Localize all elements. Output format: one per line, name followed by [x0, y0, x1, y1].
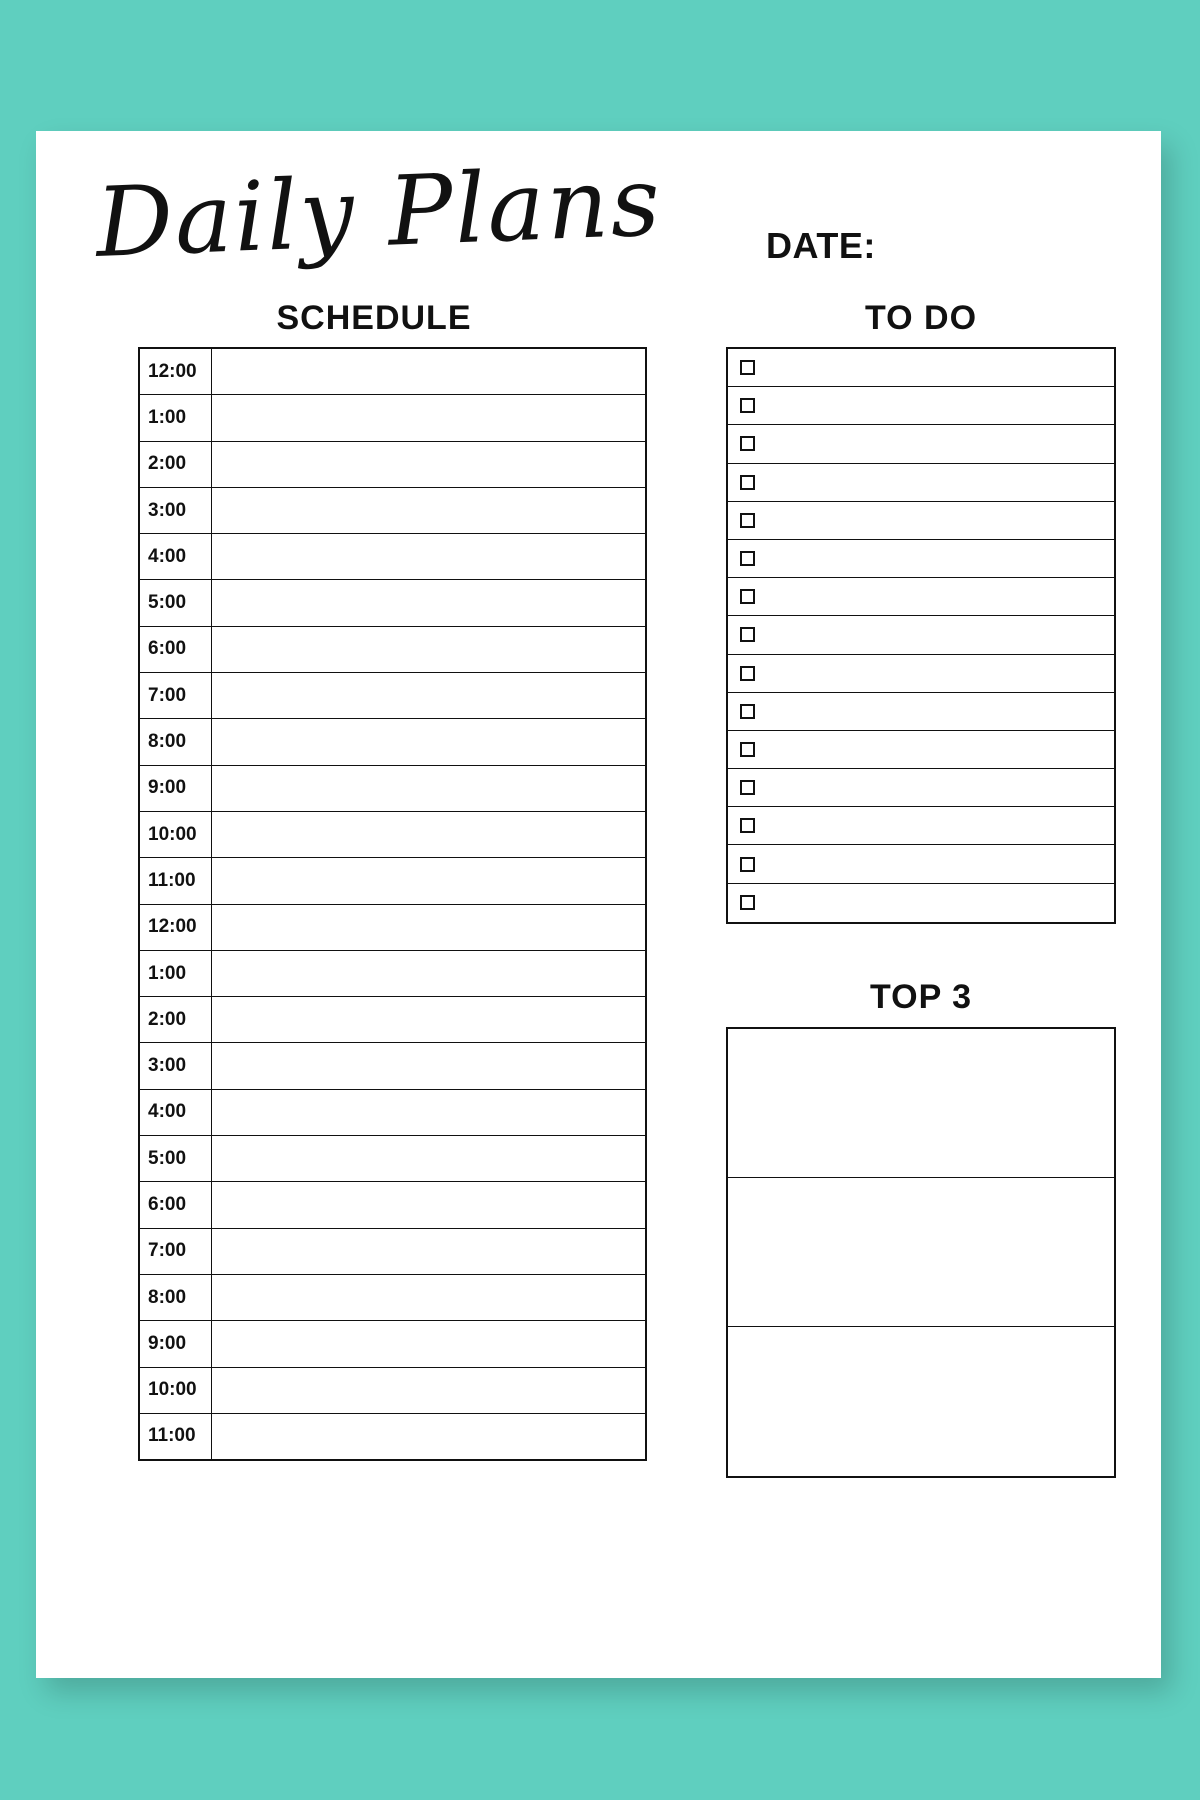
- checkbox-icon[interactable]: [740, 551, 755, 566]
- schedule-hour-label: 1:00: [139, 950, 212, 996]
- schedule-row: [139, 395, 646, 441]
- schedule-hour-label: 4:00: [139, 1089, 212, 1135]
- schedule-hour-label: 5:00: [139, 580, 212, 626]
- todo-item[interactable]: [728, 616, 1114, 654]
- schedule-row: [139, 1043, 646, 1089]
- checkbox-icon[interactable]: [740, 666, 755, 681]
- schedule-row: [139, 1228, 646, 1274]
- todo-heading: TO DO: [864, 299, 978, 337]
- checkbox-icon[interactable]: [740, 818, 755, 833]
- todo-item[interactable]: [728, 807, 1114, 845]
- schedule-hour-label: 12:00: [139, 904, 212, 950]
- schedule-hour-label: 3:00: [139, 1043, 212, 1089]
- date-label: DATE:: [766, 225, 876, 266]
- todo-item[interactable]: [728, 578, 1114, 616]
- planner-sheet: [36, 131, 1161, 1678]
- schedule-row: [139, 1136, 646, 1182]
- checkbox-icon[interactable]: [740, 780, 755, 795]
- schedule-hour-label: 6:00: [139, 1182, 212, 1228]
- schedule-row: [139, 673, 646, 719]
- schedule-entry-field[interactable]: [212, 673, 647, 719]
- todo-item[interactable]: [728, 693, 1114, 731]
- todo-item[interactable]: [728, 731, 1114, 769]
- schedule-row: [139, 580, 646, 626]
- schedule-hour-label: 10:00: [139, 1367, 212, 1413]
- schedule-entry-field[interactable]: [212, 719, 647, 765]
- schedule-hour-label: 5:00: [139, 1136, 212, 1182]
- page-title: Daily Plans: [93, 145, 664, 279]
- schedule-entry-field[interactable]: [212, 997, 647, 1043]
- top3-list: [726, 1027, 1116, 1478]
- schedule-entry-field[interactable]: [212, 765, 647, 811]
- schedule-entry-field[interactable]: [212, 1321, 647, 1367]
- checkbox-icon[interactable]: [740, 475, 755, 490]
- top3-item-field[interactable]: [728, 1327, 1114, 1476]
- todo-item[interactable]: [728, 884, 1114, 922]
- schedule-entry-field[interactable]: [212, 348, 647, 395]
- schedule-row: [139, 1182, 646, 1228]
- schedule-hour-label: 12:00: [139, 348, 212, 395]
- checkbox-icon[interactable]: [740, 589, 755, 604]
- schedule-hour-label: 1:00: [139, 395, 212, 441]
- schedule-hour-label: 2:00: [139, 997, 212, 1043]
- checkbox-icon[interactable]: [740, 704, 755, 719]
- schedule-row: [139, 1367, 646, 1413]
- schedule-row: [139, 904, 646, 950]
- schedule-entry-field[interactable]: [212, 1413, 647, 1460]
- schedule-entry-field[interactable]: [212, 1274, 647, 1320]
- schedule-entry-field[interactable]: [212, 950, 647, 996]
- schedule-row: [139, 950, 646, 996]
- top3-item-field[interactable]: [728, 1178, 1114, 1327]
- schedule-entry-field[interactable]: [212, 1043, 647, 1089]
- schedule-row: [139, 1089, 646, 1135]
- schedule-hour-label: 9:00: [139, 1321, 212, 1367]
- schedule-entry-field[interactable]: [212, 1228, 647, 1274]
- checkbox-icon[interactable]: [740, 627, 755, 642]
- schedule-row: [139, 534, 646, 580]
- top3-heading: TOP 3: [869, 978, 973, 1016]
- checkbox-icon[interactable]: [740, 895, 755, 910]
- checkbox-icon[interactable]: [740, 436, 755, 451]
- schedule-heading: SCHEDULE: [276, 299, 472, 337]
- schedule-entry-field[interactable]: [212, 626, 647, 672]
- top3-item-field[interactable]: [728, 1029, 1114, 1178]
- schedule-row: [139, 997, 646, 1043]
- checkbox-icon[interactable]: [740, 513, 755, 528]
- schedule-row: [139, 765, 646, 811]
- schedule-row: [139, 811, 646, 857]
- schedule-entry-field[interactable]: [212, 1136, 647, 1182]
- schedule-entry-field[interactable]: [212, 534, 647, 580]
- schedule-row: [139, 1413, 646, 1460]
- schedule-hour-label: 11:00: [139, 1413, 212, 1460]
- schedule-row: [139, 1321, 646, 1367]
- checkbox-icon[interactable]: [740, 398, 755, 413]
- todo-list: [726, 347, 1116, 924]
- schedule-row: [139, 487, 646, 533]
- schedule-entry-field[interactable]: [212, 904, 647, 950]
- todo-item[interactable]: [728, 540, 1114, 578]
- todo-item[interactable]: [728, 464, 1114, 502]
- schedule-hour-label: 8:00: [139, 1274, 212, 1320]
- schedule-row: [139, 719, 646, 765]
- todo-item[interactable]: [728, 769, 1114, 807]
- todo-item[interactable]: [728, 502, 1114, 540]
- checkbox-icon[interactable]: [740, 360, 755, 375]
- planner-content: [92, 145, 1121, 1638]
- checkbox-icon[interactable]: [740, 857, 755, 872]
- schedule-hour-label: 9:00: [139, 765, 212, 811]
- schedule-hour-label: 3:00: [139, 487, 212, 533]
- schedule-row: [139, 441, 646, 487]
- schedule-entry-field[interactable]: [212, 1367, 647, 1413]
- checkbox-icon[interactable]: [740, 742, 755, 757]
- schedule-entry-field[interactable]: [212, 811, 647, 857]
- schedule-entry-field[interactable]: [212, 441, 647, 487]
- schedule-hour-label: 2:00: [139, 441, 212, 487]
- schedule-hour-label: 11:00: [139, 858, 212, 904]
- todo-item[interactable]: [728, 349, 1114, 387]
- schedule-hour-label: 6:00: [139, 626, 212, 672]
- schedule-row: [139, 348, 646, 395]
- schedule-entry-field[interactable]: [212, 1089, 647, 1135]
- schedule-hour-label: 8:00: [139, 719, 212, 765]
- schedule-hour-label: 10:00: [139, 811, 212, 857]
- schedule-entry-field[interactable]: [212, 487, 647, 533]
- schedule-row: [139, 1274, 646, 1320]
- schedule-entry-field[interactable]: [212, 858, 647, 904]
- schedule-table: [138, 347, 647, 1461]
- todo-item[interactable]: [728, 387, 1114, 425]
- todo-item[interactable]: [728, 425, 1114, 463]
- todo-item[interactable]: [728, 655, 1114, 693]
- schedule-row: [139, 858, 646, 904]
- schedule-entry-field[interactable]: [212, 580, 647, 626]
- schedule-row: [139, 626, 646, 672]
- schedule-hour-label: 7:00: [139, 1228, 212, 1274]
- todo-item[interactable]: [728, 845, 1114, 883]
- schedule-entry-field[interactable]: [212, 395, 647, 441]
- schedule-entry-field[interactable]: [212, 1182, 647, 1228]
- schedule-hour-label: 7:00: [139, 673, 212, 719]
- schedule-hour-label: 4:00: [139, 534, 212, 580]
